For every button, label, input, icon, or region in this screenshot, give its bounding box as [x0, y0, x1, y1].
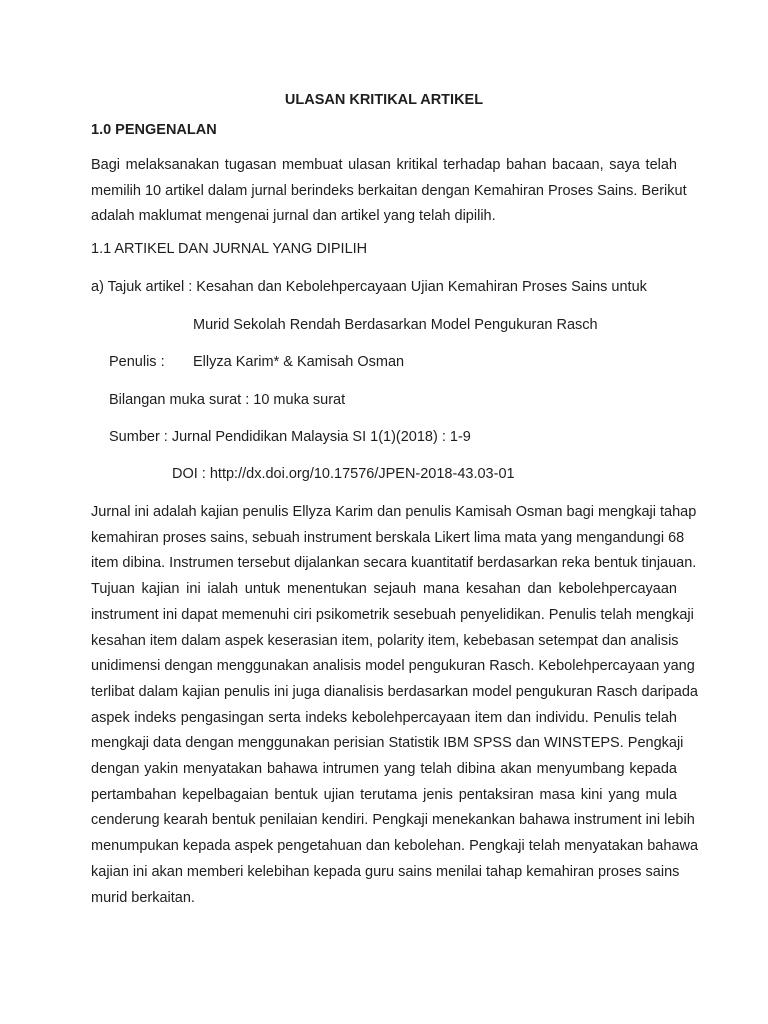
body-line: murid berkaitan. [91, 889, 195, 906]
body-line: kemahiran proses sains, sebuah instrument berskala Likert lima mata yang mengandungi 68 [91, 529, 685, 546]
document-title: ULASAN KRITIKAL ARTIKEL [284, 92, 484, 108]
doi-line: DOI : http://dx.doi.org/10.17576/JPEN-2018-43.03-01 [172, 466, 515, 482]
section-heading: 1.0 PENGENALAN [91, 122, 217, 138]
body-line: terlibat dalam kajian penulis ini juga dianalisis berdasarkan model pengukuran Rasch daripada [91, 683, 698, 700]
intro-paragraph [91, 153, 687, 230]
intro-line: adalah maklumat mengenai jurnal dan artikel yang telah dipilih. [91, 208, 496, 225]
author-value: Ellyza Karim* & Kamisah Osman [193, 354, 405, 370]
body-line: mengkaji data dengan menggunakan perisian Statistik IBM SPSS dan WINSTEPS. Pengkaji [91, 735, 684, 752]
body-line: instrument ini dapat memenuhi ciri psikometrik sesebuah penyelidikan. Penulis telah mengkaji [91, 606, 694, 623]
body-line: menumpukan kepada aspek pengetahuan dan kebolehan. Pengkaji telah menyatakan bahawa [91, 838, 699, 855]
page-count: Bilangan muka surat : 10 muka surat [109, 392, 346, 408]
body-line: cenderung kearah bentuk penilaian kendiri. Pengkaji menekankan bahawa instrument ini lebih [91, 812, 695, 829]
author-label: Penulis : [109, 354, 165, 370]
body-line: Jurnal ini adalah kajian penulis Ellyza Karim dan penulis Kamisah Osman bagi mengkaji tahap [91, 504, 697, 520]
intro-line: memilih 10 artikel dalam jurnal berindeks berkaitan dengan Kemahiran Proses Sains. Berikut [91, 182, 687, 199]
body-line: unidimensi dengan menggunakan analisis model pengukuran Rasch. Kebolehpercayaan yang [91, 658, 695, 675]
body-line: pertambahan kepelbagaian bentuk ujian terutama jenis pentaksiran masa kini yang mula [91, 786, 677, 803]
intro-line: Bagi melaksanakan tugasan membuat ulasan kritikal terhadap bahan bacaan, saya telah [91, 157, 677, 173]
body-line: aspek indeks pengasingan serta indeks kebolehpercayaan item dan individu. Penulis telah [91, 709, 677, 726]
article-title-label: a) Tajuk artikel : Kesahan dan Kebolehpercayaan Ujian Kemahiran Proses Sains untuk [91, 279, 647, 295]
body-paragraph [91, 500, 699, 911]
source-line: Sumber : Jurnal Pendidikan Malaysia SI 1(1)(2018) : 1-9 [109, 429, 471, 445]
body-line: kajian ini akan memberi kelebihan kepada guru sains menilai tahap kemahiran proses sains [91, 863, 680, 880]
body-line: kesahan item dalam aspek keserasian item, polarity item, kebebasan setempat dan analisis [91, 632, 679, 649]
article-title-continuation: Murid Sekolah Rendah Berdasarkan Model Pengukuran Rasch [193, 317, 598, 333]
subsection-heading: 1.1 ARTIKEL DAN JURNAL YANG DIPILIH [91, 241, 368, 257]
body-line: item dibina. Instrumen tersebut dijalankan secara kuantitatif berdasarkan reka bentuk tinjauan. [91, 555, 697, 572]
body-line: Tujuan kajian ini ialah untuk menentukan sejauh mana kesahan dan kebolehpercayaan [91, 581, 677, 598]
body-line: dengan yakin menyatakan bahawa intrumen yang telah dibina akan menyumbang kepada [91, 761, 677, 778]
